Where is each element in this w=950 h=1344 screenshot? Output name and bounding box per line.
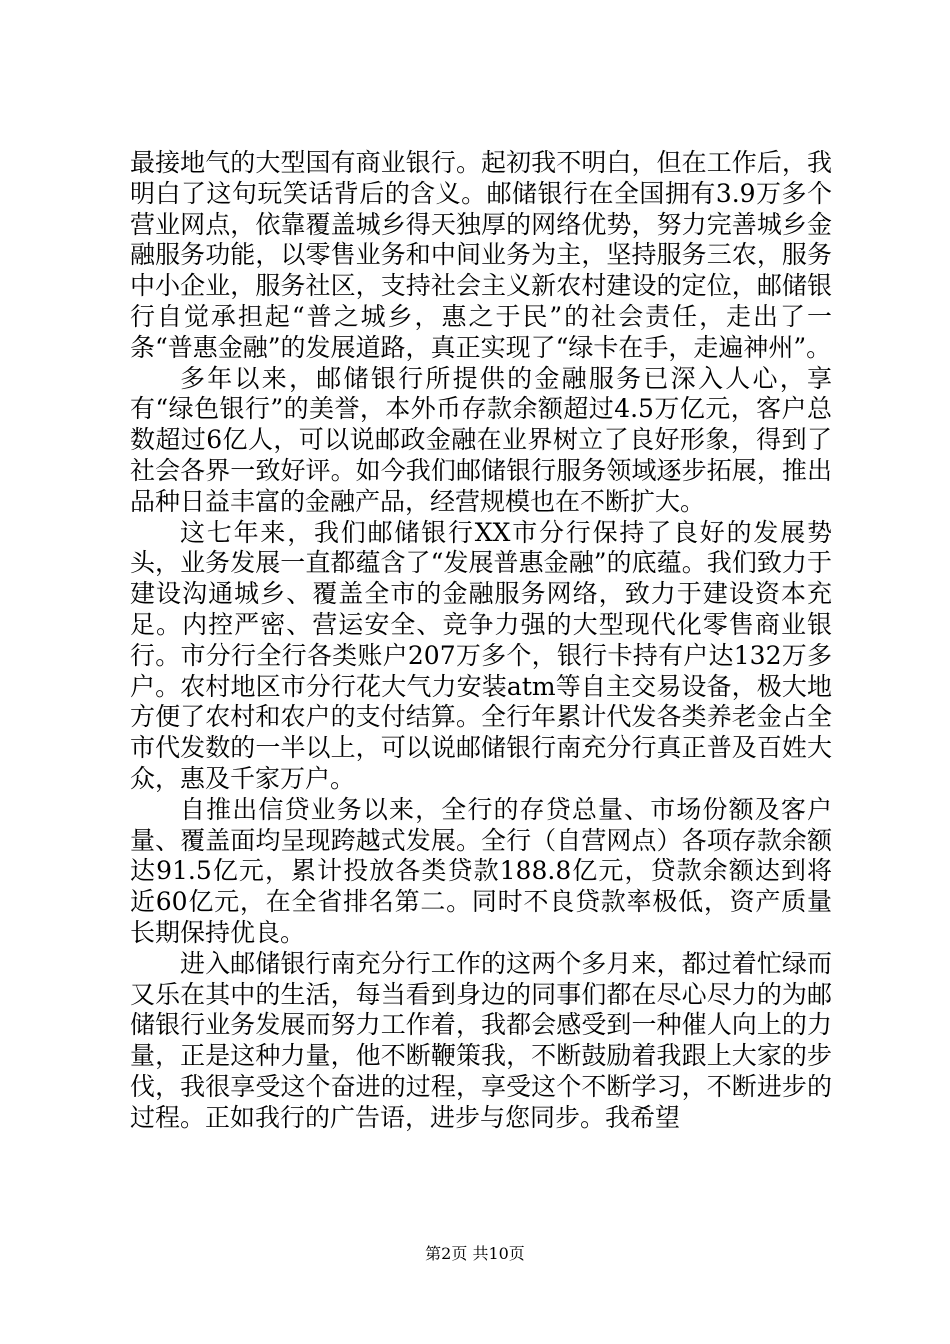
document-body (130, 148, 832, 1134)
paragraph-2: 多年以来，邮储银行所提供的金融服务已深入人心，享有“绿色银行”的美誉，本外币存款余额超过4.5万亿元，客户总数超过6亿人，可以说邮政金融在业界树立了良好形象，得到了社会各界一致好评。如今我们邮储银行服务领域逐步拓展，推出品种日益丰富的金融产品，经营规模也在不断扩大。 (130, 363, 832, 516)
paragraph-1: 最接地气的大型国有商业银行。起初我不明白，但在工作后，我明白了这句玩笑话背后的含义。邮储银行在全国拥有3.9万多个营业网点，依靠覆盖城乡得天独厚的网络优势，努力完善城乡金融服务功能，以零售业务和中间业务为主，坚持服务三农，服务中小企业，服务社区，支持社会主义新农村建设的定位，邮储银行自觉承担起“普之城乡，惠之于民”的社会责任，走出了一条“普惠金融”的发展道路，真正实现了“绿卡在手，走遍神州”。 (130, 148, 832, 362)
paragraph-5: 进入邮储银行南充分行工作的这两个多月来，都过着忙绿而又乐在其中的生活，每当看到身边的同事们都在尽心尽力的为邮储银行业务发展而努力工作着，我都会感受到一种催人向上的力量，正是这种力量，他不断鞭策我，不断鼓励着我跟上大家的步伐，我很享受这个奋进的过程，享受这个不断学习，不断进步的过程。正如我行的广告语，进步与您同步。我希望 (130, 948, 832, 1132)
paragraph-3: 这七年来，我们邮储银行XX市分行保持了良好的发展势头，业务发展一直都蕴含了“发展普惠金融”的底蕴。我们致力于建设沟通城乡、覆盖全市的金融服务网络，致力于建设资本充足。内控严密、营运安全、竞争力强的大型现代化零售商业银行。市分行全行各类账户207万多个，银行卡持有户达132万多户。农村地区市分行花大气力安装atm等自主交易设备，极大地方便了农村和农户的支付结算。全行年累计代发各类养老金占全市代发数的一半以上，可以说邮储银行南充分行真正普及百姓大众，惠及千家万户。 (130, 517, 832, 793)
paragraph-4: 自推出信贷业务以来，全行的存贷总量、市场份额及客户量、覆盖面均呈现跨越式发展。全行（自营网点）各项存款余额达91.5亿元，累计投放各类贷款188.8亿元，贷款余额达到将近60亿元，在全省排名第二。同时不良贷款率极低，资产质量长期保持优良。 (130, 794, 832, 947)
page-number-footer: 第2页 共10页 (425, 1244, 525, 1263)
